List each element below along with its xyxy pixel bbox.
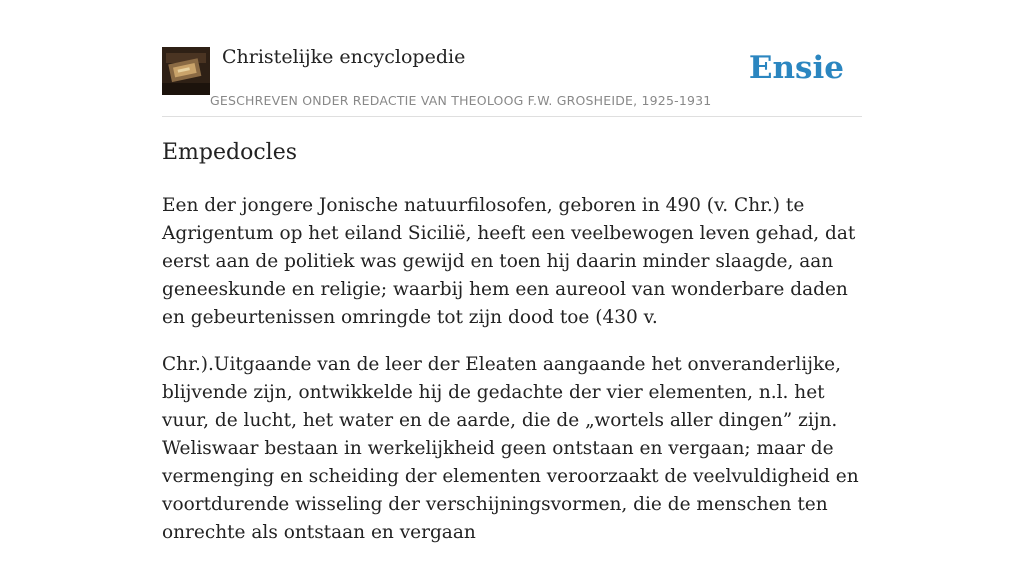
article-body (162, 192, 864, 566)
publication-subtitle: GESCHREVEN ONDER REDACTIE VAN THEOLOOG F.W. GROSHEIDE, 1925-1931 (210, 93, 712, 108)
publication-avatar[interactable] (162, 47, 210, 95)
article-paragraph: Chr.).Uitgaande van de leer der Eleaten aangaande het onveranderlijke, blijvende zijn, ontwikkelde hij de gedachte der vier elementen, n.l. het vuur, de lucht, het water en de aarde, die de „wortels aller dingen” zijn. Weliswaar bestaan in werkelijkheid geen ontstaan en vergaan; maar de vermenging en scheiding der elementen veroorzaakt de veelvuldigheid en voortdurende wisseling der verschijningsvormen, die de menschen ten onrechte als ontstaan en vergaan (162, 354, 859, 543)
book-cover-image-icon (162, 47, 210, 95)
article-paragraph: Een der jongere Jonische natuurfilosofen, geboren in 490 (v. Chr.) te Agrigentum op het eiland Sicilië, heeft een veelbewogen leven gehad, dat eerst aan de politiek was gewijd en toen hij daarin minder slaagde, aan geneeskunde en religie; waarbij hem een aureool van wonderbare daden en gebeurtenissen omringde tot zijn dood toe (430 v. (162, 195, 856, 328)
publication-title[interactable]: Christelijke encyclopedie (222, 46, 466, 68)
ensie-logo-link[interactable]: Ensie (748, 50, 844, 86)
site-header (162, 46, 862, 117)
article-title: Empedocles (162, 140, 298, 165)
